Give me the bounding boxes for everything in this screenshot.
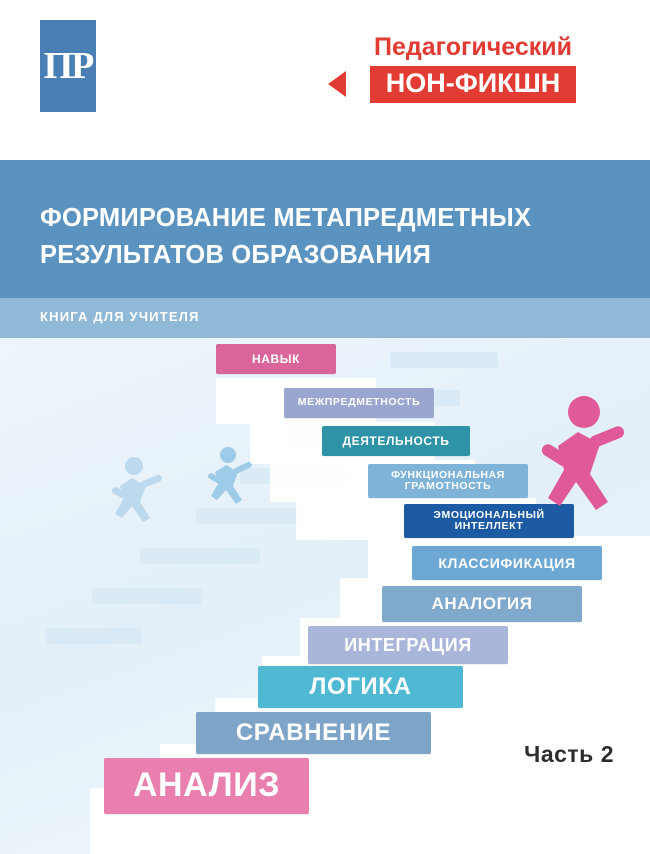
title-band [0,160,650,298]
step-label: ИНТЕГРАЦИЯ [344,634,472,655]
runner-mid-left [206,446,258,522]
page-title: ФОРМИРОВАНИЕ МЕТАПРЕДМЕТНЫХ РЕЗУЛЬТАТОВ ОБРАЗОВАНИЯ [40,204,532,269]
step-bar [284,388,434,418]
step-label: ФУНКЦИОНАЛЬНАЯ ГРАМОТНОСТЬ [391,468,505,492]
step-label: МЕЖПРЕДМЕТНОСТЬ [297,396,421,409]
step-label: КЛАССИФИКАЦИЯ [438,554,576,571]
step-label: АНАЛИЗ [132,766,281,805]
step-label: СРАВНЕНИЕ [235,719,392,747]
series-line1: Педагогический [373,33,573,61]
publisher-logo [40,20,96,112]
runner-small-left [110,456,170,546]
series-line2-wrap [370,66,577,104]
cover-header [0,0,650,160]
ghost-step [46,628,142,644]
ghost-step [140,548,260,564]
step-bar [308,626,508,664]
step-bar [104,758,309,814]
step-label: АНАЛОГИЯ [431,594,533,614]
step-bar [216,344,336,374]
runner-large-right [538,396,628,541]
cover-illustration [0,338,650,854]
subtitle-band [0,298,650,338]
series-badge [328,34,618,103]
ghost-step [92,588,202,604]
step-bar [412,546,602,580]
subtitle: КНИГА ДЛЯ УЧИТЕЛЯ [40,309,200,324]
left-arrow-icon [328,71,346,97]
step-bar [322,426,470,456]
publisher-monogram: ПР [43,45,93,87]
series-line2: НОН-ФИКШН [370,66,577,104]
ghost-step [390,352,498,368]
part-label: Часть 2 [524,741,614,767]
step-bar [382,586,582,622]
step-bar [368,464,528,498]
step-bar [196,712,431,754]
step-label: ЛОГИКА [309,673,412,701]
step-bar [258,666,463,708]
step-label: ЭМОЦИОНАЛЬНЫЙ ИНТЕЛЛЕКТ [433,508,545,532]
step-label: ДЕЯТЕЛЬНОСТЬ [342,433,450,448]
step-label: НАВЫК [251,351,301,366]
